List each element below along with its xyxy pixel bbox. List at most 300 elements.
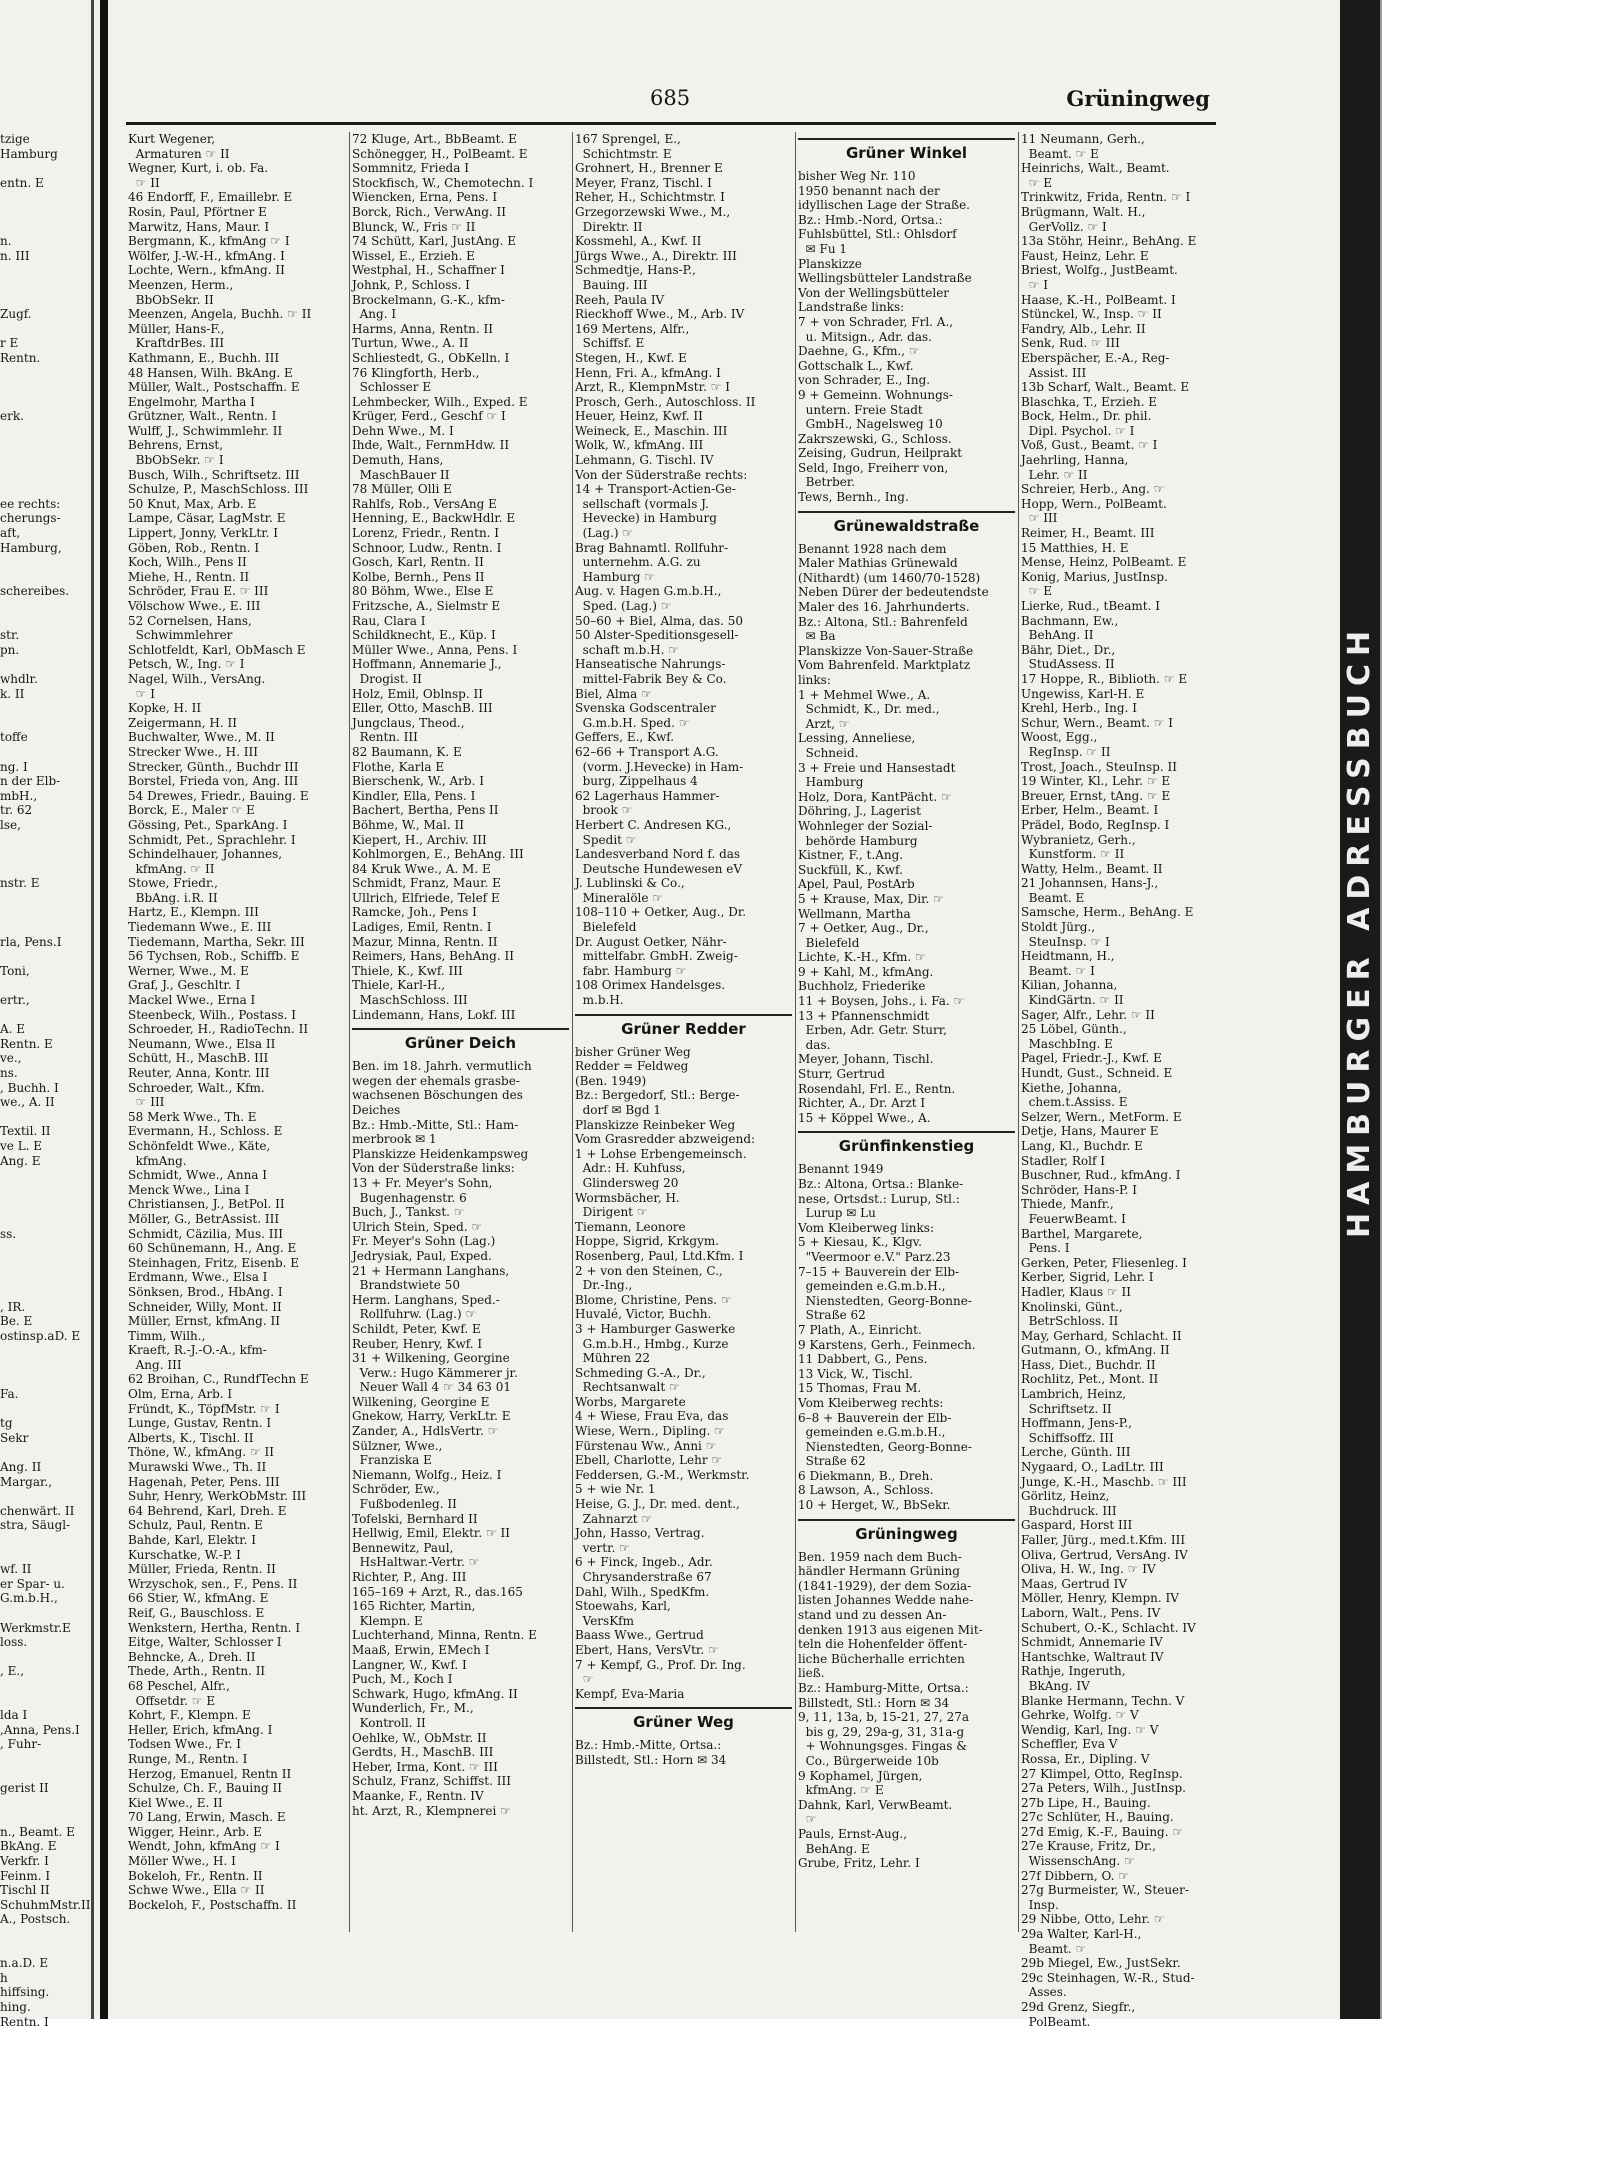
directory-line: Pagel, Friedr.-J., Kwf. E — [1021, 1051, 1162, 1066]
directory-line: 29 Nibbe, Otto, Lehr. ☞ — [1021, 1912, 1165, 1927]
directory-line: Zugf. — [0, 307, 32, 322]
directory-line: 64 Behrend, Karl, Dreh. E — [128, 1503, 287, 1518]
directory-line: Asses. — [1021, 1985, 1067, 2000]
directory-line: tzige — [0, 132, 30, 146]
directory-line: HsHaltwar.-Vertr. ☞ — [352, 1555, 480, 1570]
directory-line: Brandstwiete 50 — [352, 1278, 460, 1293]
directory-line: Schroeder, Walt., Kfm. — [128, 1080, 265, 1095]
directory-line — [0, 453, 90, 468]
directory-line: "Veermoor e.V." Parz.23 — [798, 1249, 951, 1264]
directory-line: Wenkstern, Hertha, Rentn. I — [128, 1620, 301, 1635]
directory-line: 58 Merk Wwe., Th. E — [128, 1109, 257, 1124]
directory-line: Gottschalk L., Kwf. — [798, 358, 914, 373]
directory-line: Ben. im 18. Jahrh. vermutlich — [352, 1059, 532, 1074]
directory-line: fabr. Hamburg ☞ — [575, 963, 687, 978]
directory-line — [0, 1256, 90, 1271]
column-2 — [352, 132, 569, 1818]
directory-line: 169 Mertens, Alfr., — [575, 321, 690, 336]
directory-line: 25 Löbel, Günth., — [1021, 1022, 1127, 1037]
directory-line: Deutsche Hundewesen eV — [575, 861, 743, 876]
directory-line: Von der Süderstraße rechts: — [575, 467, 748, 482]
directory-line: Gössing, Pet., SparkAng. I — [128, 817, 288, 832]
directory-line: chem.t.Assiss. E — [1021, 1095, 1128, 1110]
directory-line: Assist. III — [1021, 365, 1087, 380]
directory-line: 72 Kluge, Art., BbBeamt. E — [352, 132, 517, 146]
directory-line: Lehmann, G. Tischl. IV — [575, 453, 714, 468]
directory-line — [0, 161, 90, 176]
directory-line: Lehr. ☞ II — [1021, 467, 1088, 482]
directory-line — [0, 1285, 90, 1300]
directory-line — [0, 1752, 90, 1767]
directory-line: Neumann, Wwe., Elsa II — [128, 1036, 276, 1051]
directory-line: Rechtsanwalt ☞ — [575, 1380, 680, 1395]
directory-line: Runge, M., Rentn. I — [128, 1751, 248, 1766]
directory-line: Thede, Arth., Rentn. II — [128, 1664, 266, 1679]
directory-line: Buchdruck. III — [1021, 1503, 1117, 1518]
directory-line: 19 Winter, Kl., Lehr. ☞ E — [1021, 774, 1171, 789]
directory-line: ,Anna, Pens.I — [0, 1722, 80, 1737]
directory-line: Mineralöle ☞ — [575, 890, 664, 905]
directory-line: Lindemann, Hans, Lokf. III — [352, 1007, 516, 1022]
directory-line: Bähr, Diet., Dr., — [1021, 642, 1116, 657]
directory-line: Bierschenk, W., Arb. I — [352, 774, 484, 789]
directory-line: Demuth, Hans, — [352, 453, 444, 468]
directory-line: 84 Kruk Wwe., A. M. E — [352, 861, 491, 876]
directory-line: G.m.b.H., — [0, 1591, 58, 1606]
directory-line — [0, 833, 90, 848]
directory-line: Vom Grasredder abzweigend: — [575, 1132, 756, 1147]
directory-line: Holz, Dora, KantPächt. ☞ — [798, 789, 952, 804]
directory-line: Be. E — [0, 1314, 33, 1329]
directory-line: toffe — [0, 730, 28, 745]
directory-line: Brockelmann, G.-K., kfm- — [352, 292, 505, 307]
directory-line: 14 + Transport-Actien-Ge- — [575, 482, 736, 497]
directory-line: Ihde, Walt., FernmHdw. II — [352, 438, 510, 453]
directory-line: Reimers, Hans, BehAng. II — [352, 949, 514, 964]
directory-line: Buchholz, Friederike — [798, 979, 926, 994]
directory-line: Watty, Helm., Beamt. II — [1021, 861, 1163, 876]
directory-line: Dipl. Psychol. ☞ I — [1021, 423, 1135, 438]
directory-line: Kopke, H. II — [128, 701, 202, 716]
directory-line: Müller, Frieda, Rentn. II — [128, 1562, 276, 1577]
directory-line: erk. — [0, 409, 24, 424]
directory-line: Mazur, Minna, Rentn. II — [352, 934, 498, 949]
directory-line: Kontroll. II — [352, 1715, 426, 1730]
directory-line: Rosenberg, Paul, Ltd.Kfm. I — [575, 1248, 744, 1263]
directory-line: Schulz, Franz, Schiffst. III — [352, 1774, 511, 1789]
directory-line: Wegner, Kurt, i. ob. Fa. — [128, 161, 269, 176]
directory-line: 9 Karstens, Gerh., Feinmech. — [798, 1337, 976, 1352]
directory-line: Schmidt, Pet., Sprachlehr. I — [128, 832, 296, 847]
directory-line: Margar., — [0, 1474, 53, 1489]
directory-line — [0, 190, 90, 205]
directory-line: Schriftsetz. II — [1021, 1401, 1112, 1416]
directory-line: G.m.b.H., Hmbg., Kurze — [575, 1336, 729, 1351]
directory-line: Pens. I — [1021, 1241, 1070, 1256]
directory-line: Arzt, R., KlempnMstr. ☞ I — [575, 380, 730, 395]
directory-line — [0, 1270, 90, 1285]
directory-line: Stockfisch, W., Chemotechn. I — [352, 175, 534, 190]
directory-line: Eitge, Walter, Schlosser I — [128, 1635, 282, 1650]
directory-line: Meenzen, Angela, Buchh. ☞ II — [128, 307, 312, 322]
directory-line: stand und zu dessen An- — [798, 1608, 947, 1623]
directory-line: Dirigent ☞ — [575, 1205, 648, 1220]
directory-line: 15 + Köppel Wwe., A. — [798, 1110, 931, 1125]
directory-line: stra, Säugl- — [0, 1518, 71, 1533]
directory-line — [0, 978, 90, 993]
street-heading: Grünewaldstraße — [798, 511, 1015, 542]
directory-line: Oliva, H. W., Ing. ☞ IV — [1021, 1562, 1156, 1577]
directory-line: Breuer, Ernst, tAng. ☞ E — [1021, 788, 1171, 803]
directory-line: Tiemann, Leonore — [575, 1219, 686, 1234]
directory-line: ve L. E — [0, 1138, 43, 1153]
directory-line: Schulz, Paul, Rentn. E — [128, 1518, 263, 1533]
directory-line: kfmAng. ☞ II — [128, 861, 215, 876]
directory-line: Schmidt, Annemarie IV — [1021, 1635, 1163, 1650]
directory-line: Reuber, Henry, Kwf. I — [352, 1336, 483, 1351]
directory-line: Senk, Rud. ☞ III — [1021, 336, 1120, 351]
directory-line: 27c Schlüter, H., Bauing. — [1021, 1810, 1174, 1825]
directory-line — [0, 1445, 90, 1460]
directory-line: Fa. — [0, 1387, 19, 1402]
directory-line: Rahlfs, Rob., VersAng E — [352, 496, 497, 511]
directory-line: Schindelhauer, Johannes, — [128, 847, 283, 862]
directory-line: Vom Bahrenfeld. Marktplatz — [798, 658, 971, 673]
directory-line: Grützner, Walt., Rentn. I — [128, 409, 277, 424]
directory-line: 6 + Finck, Ingeb., Adr. — [575, 1555, 713, 1570]
directory-line: SchuhmMstr.II — [0, 1897, 91, 1912]
directory-line: Suckfüll, K., Kwf. — [798, 862, 903, 877]
directory-line: Wulff, J., Schwimmlehr. II — [128, 423, 283, 438]
directory-line: Schneid. — [798, 745, 859, 760]
directory-line: Werkmstr.E — [0, 1620, 71, 1635]
directory-line: Hamburg — [0, 146, 58, 161]
directory-line — [0, 555, 90, 570]
directory-line: untern. Freie Stadt — [798, 402, 923, 417]
directory-line: Beamt. E — [1021, 890, 1085, 905]
directory-line: Göben, Rob., Rentn. I — [128, 540, 260, 555]
directory-line: ☞ — [798, 1812, 817, 1827]
directory-line: Bielefeld — [575, 920, 637, 935]
directory-line — [0, 278, 90, 293]
directory-line: Sped. (Lag.) ☞ — [575, 599, 672, 613]
directory-line: Kiepert, H., Archiv. III — [352, 832, 487, 847]
directory-line: Geffers, E., Kwf. — [575, 730, 675, 745]
directory-line: 3 + Freie und Hansestadt — [798, 760, 956, 775]
directory-line: 1 + Mehmel Wwe., A. — [798, 687, 931, 702]
directory-line: Neuer Wall 4 ☞ 34 63 01 — [352, 1380, 512, 1395]
directory-line: Armaturen ☞ II — [128, 146, 230, 161]
directory-line: Fr. Meyer's Sohn (Lag.) — [352, 1234, 496, 1249]
directory-line: Kilian, Johanna, — [1021, 978, 1118, 993]
directory-line: Wölfer, J.-W.-H., kfmAng. I — [128, 248, 285, 263]
directory-line: Deiches — [352, 1103, 401, 1117]
directory-line: Marwitz, Hans, Maur. I — [128, 219, 270, 234]
directory-line: Fuhlsbüttel, Stl.: Ohlsdorf — [798, 227, 957, 242]
street-heading: Grüner Deich — [352, 1028, 569, 1059]
directory-line: Woost, Egg., — [1021, 730, 1098, 745]
directory-line — [0, 1694, 90, 1709]
street-heading: Grünfinkenstieg — [798, 1131, 1015, 1162]
directory-line — [0, 1606, 90, 1621]
directory-line: 46 Endorff, F., Emaillebr. E — [128, 190, 293, 205]
directory-line: Erben, Adr. Getr. Sturr, — [798, 1023, 947, 1038]
directory-line: 1 + Lohse Erbengemeinsch. — [575, 1146, 747, 1161]
directory-line: Sturr, Gertrud — [798, 1067, 885, 1082]
directory-line: 5 + wie Nr. 1 — [575, 1482, 656, 1497]
directory-line: behörde Hamburg — [798, 833, 918, 848]
directory-line: Hamburg ☞ — [575, 569, 656, 584]
directory-line: Rosendahl, Frl. E., Rentn. — [798, 1081, 956, 1096]
directory-line: Todsen Wwe., Fr. I — [128, 1737, 242, 1752]
directory-line: 82 Baumann, K. E — [352, 744, 462, 759]
directory-line: Glindersweg 20 — [575, 1175, 679, 1190]
directory-line: Wellingsbütteler Landstraße — [798, 271, 972, 286]
directory-line — [0, 293, 90, 308]
directory-line: dorf ✉ Bgd 1 — [575, 1103, 662, 1117]
directory-line — [0, 1168, 90, 1183]
directory-line: (Nithardt) (um 1460/70-1528) — [798, 570, 981, 585]
directory-line: Faller, Jürg., med.t.Kfm. III — [1021, 1533, 1186, 1547]
directory-line: das. — [798, 1037, 831, 1052]
directory-line: 52 Cornelsen, Hans, — [128, 613, 252, 628]
directory-line: Wybranietz, Gerh., — [1021, 832, 1136, 847]
directory-line: 165–169 + Arzt, R., das.165 — [352, 1584, 523, 1599]
directory-line: Schmidt, Wwe., Anna I — [128, 1168, 268, 1183]
directory-line: Schwe Wwe., Ella ☞ II — [128, 1883, 265, 1898]
directory-line: Ullrich, Elfriede, Telef E — [352, 890, 500, 905]
directory-line: Steenbeck, Wilh., Postass. I — [128, 1007, 296, 1022]
directory-line: Hundt, Gust., Schneid. E — [1021, 1066, 1173, 1080]
directory-line: 17 Hoppe, R., Biblioth. ☞ E — [1021, 671, 1188, 686]
directory-line: bis g, 29, 29a-g, 31, 31a-g — [798, 1724, 965, 1739]
directory-line: ng. I — [0, 759, 28, 774]
directory-line: BehAng. E — [798, 1841, 870, 1856]
directory-line: vertr. ☞ — [575, 1540, 630, 1555]
directory-line: Hamburg — [798, 775, 864, 790]
directory-line: 27b Lipe, H., Bauing. — [1021, 1795, 1151, 1810]
directory-line: liche Bücherhalle errichten — [798, 1651, 965, 1666]
directory-line: Schröder, Frau E. ☞ III — [128, 584, 269, 599]
directory-line: 13 Vick, W., Tischl. — [798, 1366, 913, 1381]
directory-line: Maas, Gertrud IV — [1021, 1576, 1127, 1591]
directory-line: Reher, H., Schichtmstr. I — [575, 190, 725, 205]
directory-line: 15 Thomas, Frau M. — [798, 1381, 922, 1396]
directory-line: Möller, Henry, Klempn. IV — [1021, 1591, 1179, 1606]
directory-line: 11 + Boysen, Johs., i. Fa. ☞ — [798, 994, 965, 1009]
directory-line: Rollfuhrw. (Lag.) ☞ — [352, 1307, 477, 1322]
directory-line: Dehn Wwe., M. I — [352, 423, 454, 438]
directory-line: Bock, Helm., Dr. phil. — [1021, 409, 1152, 424]
directory-line: 62–66 + Transport A.G. — [575, 744, 719, 759]
directory-line: n der Elb- — [0, 774, 61, 789]
directory-line: Krehl, Herb., Ing. I — [1021, 701, 1137, 716]
directory-line: Döhring, J., Lagerist — [798, 804, 921, 819]
directory-line: Bz.: Hmb.-Mitte, Ortsa.: — [575, 1738, 722, 1753]
directory-line: Puch, M., Koch I — [352, 1672, 453, 1687]
directory-line: Behrens, Ernst, — [128, 438, 224, 453]
directory-line: Schmidt, Cäzilia, Mus. III — [128, 1226, 283, 1241]
directory-line: Schmidt, Franz, Maur. E — [352, 876, 501, 891]
directory-line — [0, 905, 90, 920]
directory-line: Thiele, K., Kwf. III — [352, 963, 463, 978]
directory-line: J. Lublinski & Co., — [575, 876, 685, 891]
directory-line: Rau, Clara I — [352, 613, 426, 628]
directory-line: Planskizze Heidenkampsweg — [352, 1146, 529, 1161]
directory-line: VersKfm — [575, 1613, 634, 1628]
directory-line: Möller Wwe., H. I — [128, 1854, 236, 1869]
directory-line — [0, 847, 90, 862]
directory-line: Direktr. II — [575, 219, 643, 234]
directory-line: mbH., — [0, 788, 38, 803]
directory-line: kfmAng. — [128, 1153, 187, 1168]
directory-line: Herbert C. Andresen KG., — [575, 817, 732, 832]
street-heading: Grüningweg — [798, 1519, 1015, 1550]
directory-line: Ebert, Hans, VersVtr. ☞ — [575, 1642, 719, 1657]
directory-line: nstr. E — [0, 876, 40, 891]
directory-line: denken 1913 aus eigenen Mit- — [798, 1622, 983, 1637]
directory-line — [0, 657, 90, 672]
directory-line: Samsche, Herm., BehAng. E — [1021, 905, 1194, 920]
directory-line: Schmeding G.-A., Dr., — [575, 1365, 706, 1380]
directory-line: 11 Dabbert, G., Pens. — [798, 1352, 928, 1367]
directory-line: Gaspard, Horst III — [1021, 1518, 1133, 1533]
directory-line: Schildt, Peter, Kwf. E — [352, 1321, 481, 1336]
directory-line: 4 + Wiese, Frau Eva, das — [575, 1409, 729, 1424]
directory-line: Landesverband Nord f. das — [575, 847, 741, 862]
directory-line: BbObSekr. II — [128, 292, 214, 307]
directory-line: Engelmohr, Martha I — [128, 394, 255, 409]
directory-line: Kohlmorgen, E., BehAng. III — [352, 847, 524, 862]
directory-line: str. — [0, 628, 20, 643]
directory-line: Lampe, Cäsar, LagMstr. E — [128, 511, 286, 526]
column-5 — [1021, 132, 1239, 2029]
directory-line: Ebell, Charlotte, Lehr ☞ — [575, 1453, 723, 1468]
directory-line: Busch, Wilh., Schriftsetz. III — [128, 467, 300, 482]
directory-line: Zahnarzt ☞ — [575, 1511, 653, 1526]
directory-line: Brag Bahnamtl. Rollfuhr- — [575, 540, 729, 555]
gutter-shadow — [91, 0, 94, 2019]
directory-line: GmbH., Nagelsweg 10 — [798, 417, 943, 432]
directory-line: 74 Schütt, Karl, JustAng. E — [352, 234, 517, 249]
directory-line: Huvalé, Victor, Buchh. — [575, 1307, 712, 1322]
directory-line: Schulze, P., MaschSchloss. III — [128, 482, 309, 497]
directory-line: Haase, K.-H., PolBeamt. I — [1021, 292, 1176, 307]
directory-line: Maler Mathias Grünewald — [798, 556, 958, 571]
directory-line: Maanke, F., Rentn. IV — [352, 1788, 484, 1803]
directory-line: 9 + Kahl, M., kfmAng. — [798, 964, 934, 979]
directory-line: Schildknecht, E., Küp. I — [352, 628, 496, 643]
directory-line — [0, 1343, 90, 1358]
directory-line: unternehm. A.G. zu — [575, 555, 701, 570]
directory-line: Kiel Wwe., E. II — [128, 1795, 223, 1810]
directory-line: Blaschka, T., Erzieh. E — [1021, 394, 1158, 409]
directory-line: loss. — [0, 1635, 28, 1650]
directory-line: Bachmann, Ew., — [1021, 613, 1119, 628]
directory-line: Barthel, Margarete, — [1021, 1226, 1143, 1241]
directory-line: n. — [0, 234, 12, 249]
directory-line: bisher Grüner Weg — [575, 1044, 691, 1059]
directory-line: Wellmann, Martha — [798, 906, 911, 921]
directory-line: Hanseatische Nahrungs- — [575, 657, 726, 672]
directory-line: Kunstform. ☞ II — [1021, 847, 1125, 862]
directory-line: von Schrader, E., Ing. — [798, 373, 931, 388]
column-3 — [575, 132, 792, 1768]
directory-line: Verkfr. I — [0, 1854, 49, 1869]
directory-line — [0, 205, 90, 220]
directory-line: (1841-1929), der dem Sozia- — [798, 1578, 972, 1593]
directory-line: 66 Stier, W., kfmAng. E — [128, 1591, 269, 1606]
directory-line: Müller, Walt., Postschaffn. E — [128, 380, 300, 395]
directory-line: 80 Böhm, Wwe., Else E — [352, 584, 494, 599]
directory-line: Stoewahs, Karl, — [575, 1599, 671, 1614]
directory-line: idyllischen Lage der Straße. — [798, 198, 970, 213]
directory-line: PolBeamt. — [1021, 2014, 1091, 2029]
directory-line: Schreier, Herb., Ang. ☞ — [1021, 482, 1165, 497]
directory-line: Lochte, Wern., kfmAng. II — [128, 263, 285, 278]
directory-line: hing. — [0, 2000, 31, 2014]
directory-line: merbrook ✉ 1 — [352, 1132, 437, 1147]
directory-line: ☞ I — [1021, 277, 1048, 292]
directory-line: ertr., — [0, 993, 30, 1008]
directory-line: Ungewiss, Karl-H. E — [1021, 686, 1145, 701]
directory-line: Lambrich, Heinz, — [1021, 1387, 1127, 1402]
directory-line: Billstedt, Stl.: Horn ✉ 34 — [798, 1695, 950, 1710]
directory-line: Sülzner, Wwe., — [352, 1438, 443, 1453]
directory-line: Stoldt Jürg., — [1021, 920, 1096, 935]
directory-line: Schliestedt, G., ObKelln. I — [352, 350, 510, 365]
directory-line: 3 + Hamburger Gaswerke — [575, 1321, 736, 1336]
directory-line: , E., — [0, 1664, 25, 1679]
directory-line: er Spar- u. — [0, 1576, 65, 1591]
directory-line: Tiedemann, Martha, Sekr. III — [128, 934, 305, 949]
directory-line: schaft m.b.H. ☞ — [575, 642, 680, 657]
directory-line: 13a Stöhr, Heinr., BehAng. E — [1021, 234, 1197, 249]
directory-line: Trost, Joach., SteuInsp. II — [1021, 759, 1177, 774]
directory-line: Lang, Kl., Buchdr. E — [1021, 1138, 1143, 1153]
directory-line: gemeinden e.G.m.b.H., — [798, 1279, 946, 1294]
directory-line: gerist II — [0, 1781, 49, 1796]
directory-line: Scheffler, Eva V — [1021, 1737, 1118, 1752]
directory-line: 27e Krause, Fritz, Dr., — [1021, 1839, 1156, 1854]
directory-line: Jaehrling, Hanna, — [1021, 453, 1129, 468]
directory-line: ve., — [0, 1051, 22, 1066]
directory-line: Wendig, Karl, Ing. ☞ V — [1021, 1722, 1159, 1737]
directory-line: 13 + Fr. Meyer's Sohn, — [352, 1175, 493, 1190]
column-divider — [795, 132, 796, 1932]
directory-line: Brügmann, Walt. H., — [1021, 204, 1146, 219]
directory-line: Heber, Irma, Kont. ☞ III — [352, 1759, 498, 1774]
directory-line: ht. Arzt, R., Klempnerei ☞ — [352, 1803, 511, 1818]
directory-line: Fritzsche, A., Sielmstr E — [352, 599, 501, 613]
directory-line: Stünckel, W., Insp. ☞ II — [1021, 307, 1162, 322]
directory-line: Möller, G., BetrAssist. III — [128, 1211, 280, 1226]
directory-line — [0, 920, 90, 935]
directory-line: Lichte, K.-H., Kfm. ☞ — [798, 950, 926, 965]
directory-line: Zeising, Gudrun, Heilprakt — [798, 446, 963, 461]
page-edge — [1380, 0, 1401, 2019]
directory-line: Görlitz, Heinz, — [1021, 1489, 1110, 1504]
column-1 — [128, 132, 346, 1912]
directory-line: Petsch, W., Ing. ☞ I — [128, 657, 245, 672]
directory-line: Zakrszewski, G., Schloss. — [798, 431, 952, 446]
directory-line: Bokeloh, Fr., Rentn. II — [128, 1868, 263, 1883]
directory-line — [0, 1942, 90, 1957]
directory-line: Koch, Wilh., Pens II — [128, 555, 247, 570]
directory-line: Wigger, Heinr., Arb. E — [128, 1824, 262, 1839]
directory-line: Henn, Fri. A., kfmAng. I — [575, 365, 721, 380]
directory-line: hiffsing. — [0, 1985, 50, 2000]
